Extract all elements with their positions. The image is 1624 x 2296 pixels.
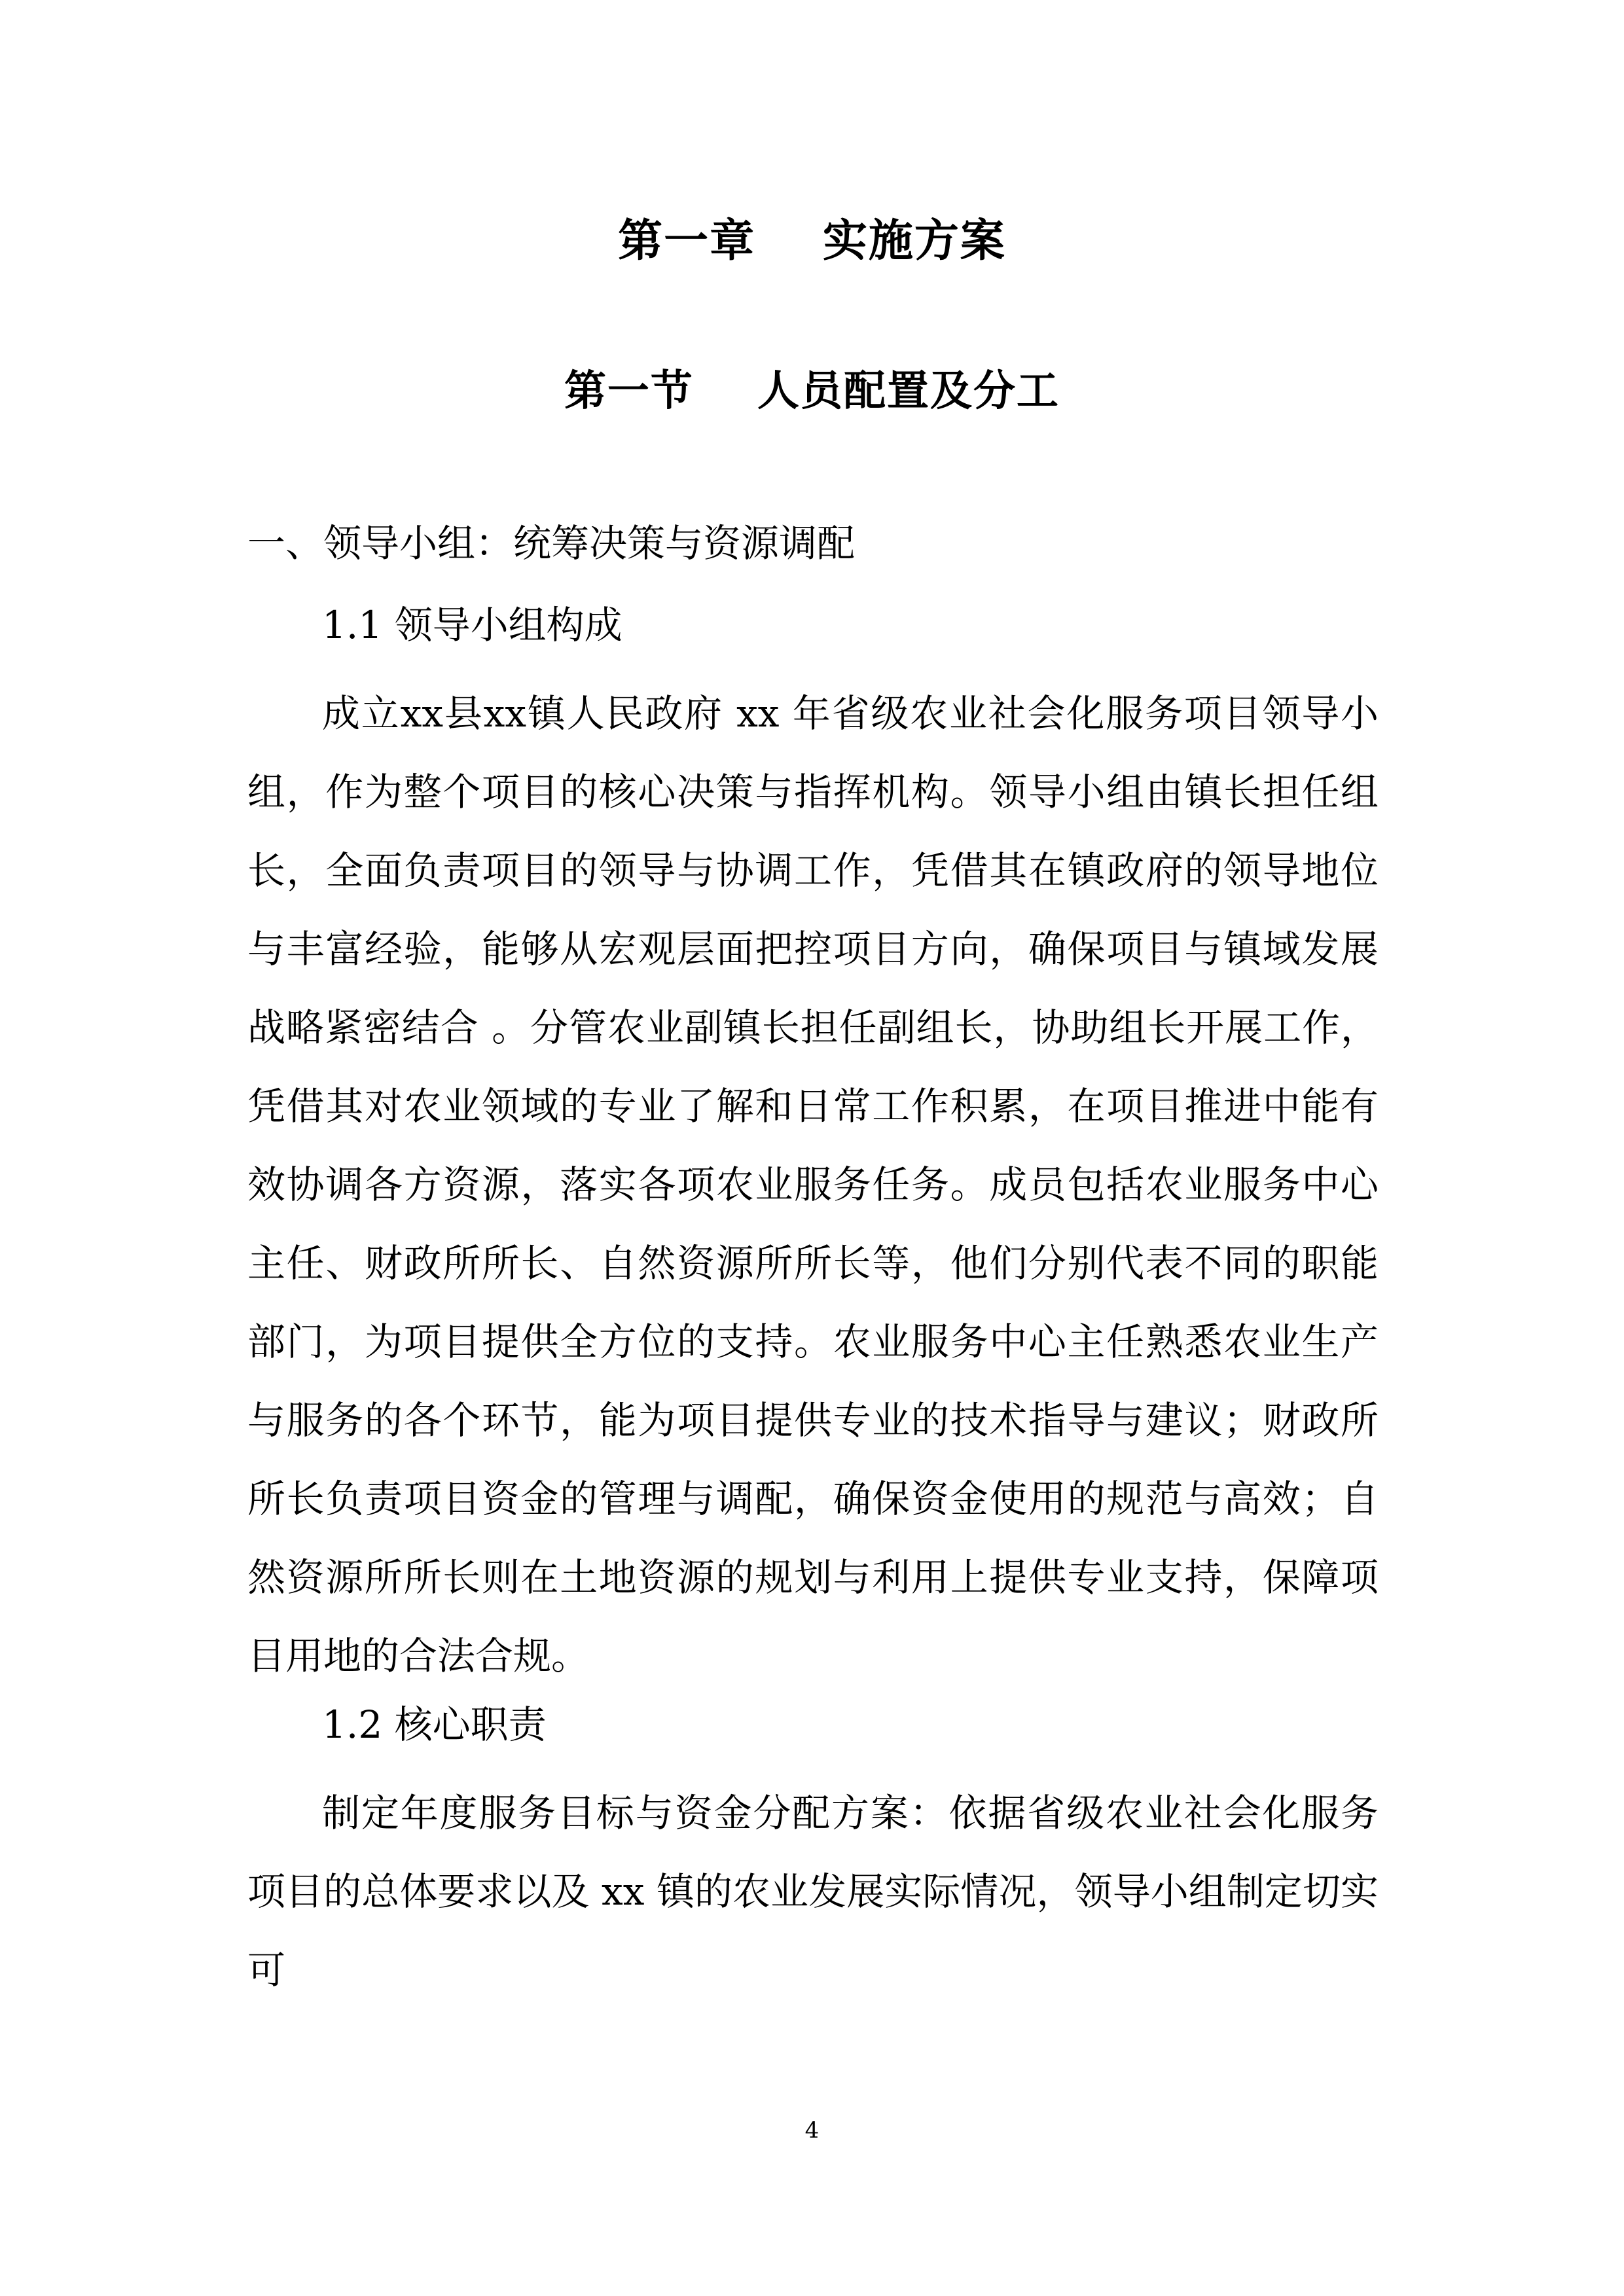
section-title: 第一节 人员配置及分工 bbox=[564, 367, 1060, 416]
page-number: 4 bbox=[804, 2117, 820, 2144]
heading-leadership-group: 一、领导小组：统筹决策与资源调配 bbox=[247, 521, 856, 565]
paragraph-group-composition: 成立xx县xx镇人民政府 xx 年省级农业社会化服务项目领导小组，作为整个项目的核心决策与指挥机构。领导小组由镇长担任组长，全面负责项目的领导与协调工作，凭借其在镇政府的领导地位与丰富经验，能够从宏观层面把控项目方向，确保项目与镇域发展战略紧密结合 。分管农业副镇长担任副组长，协助组长开展工作，凭借其对农业领域的专业了解和日常工作积累，在项目推进中能有效协调各方资源，落实各项农业服务任务。成员包括农业服务中心主任、财政所所长、自然资源所所长等，他们分别代表不同的职能部门，为项目提供全方位的支持。农业服务中心主任熟悉农业生产与服务的各个环节，能为项目提供专业的技术指导与建议；财政所所长负责项目资金的管理与调配，确保资金使用的规范与高效；自然资源所所长则在土地资源的规划与利用上提供专业支持，保障项目用地的合法合规。 bbox=[247, 691, 1379, 1678]
chapter-title: 第一章 实施方案 bbox=[618, 215, 1006, 267]
subheading-core-duties: 1.2 核心职责 bbox=[322, 1702, 547, 1747]
paragraph-core-duties: 制定年度服务目标与资金分配方案：依据省级农业社会化服务项目的总体要求以及 xx 镇的农业发展实际情况，领导小组制定切实可 bbox=[247, 1791, 1379, 1992]
subheading-group-composition: 1.1 领导小组构成 bbox=[322, 603, 623, 647]
